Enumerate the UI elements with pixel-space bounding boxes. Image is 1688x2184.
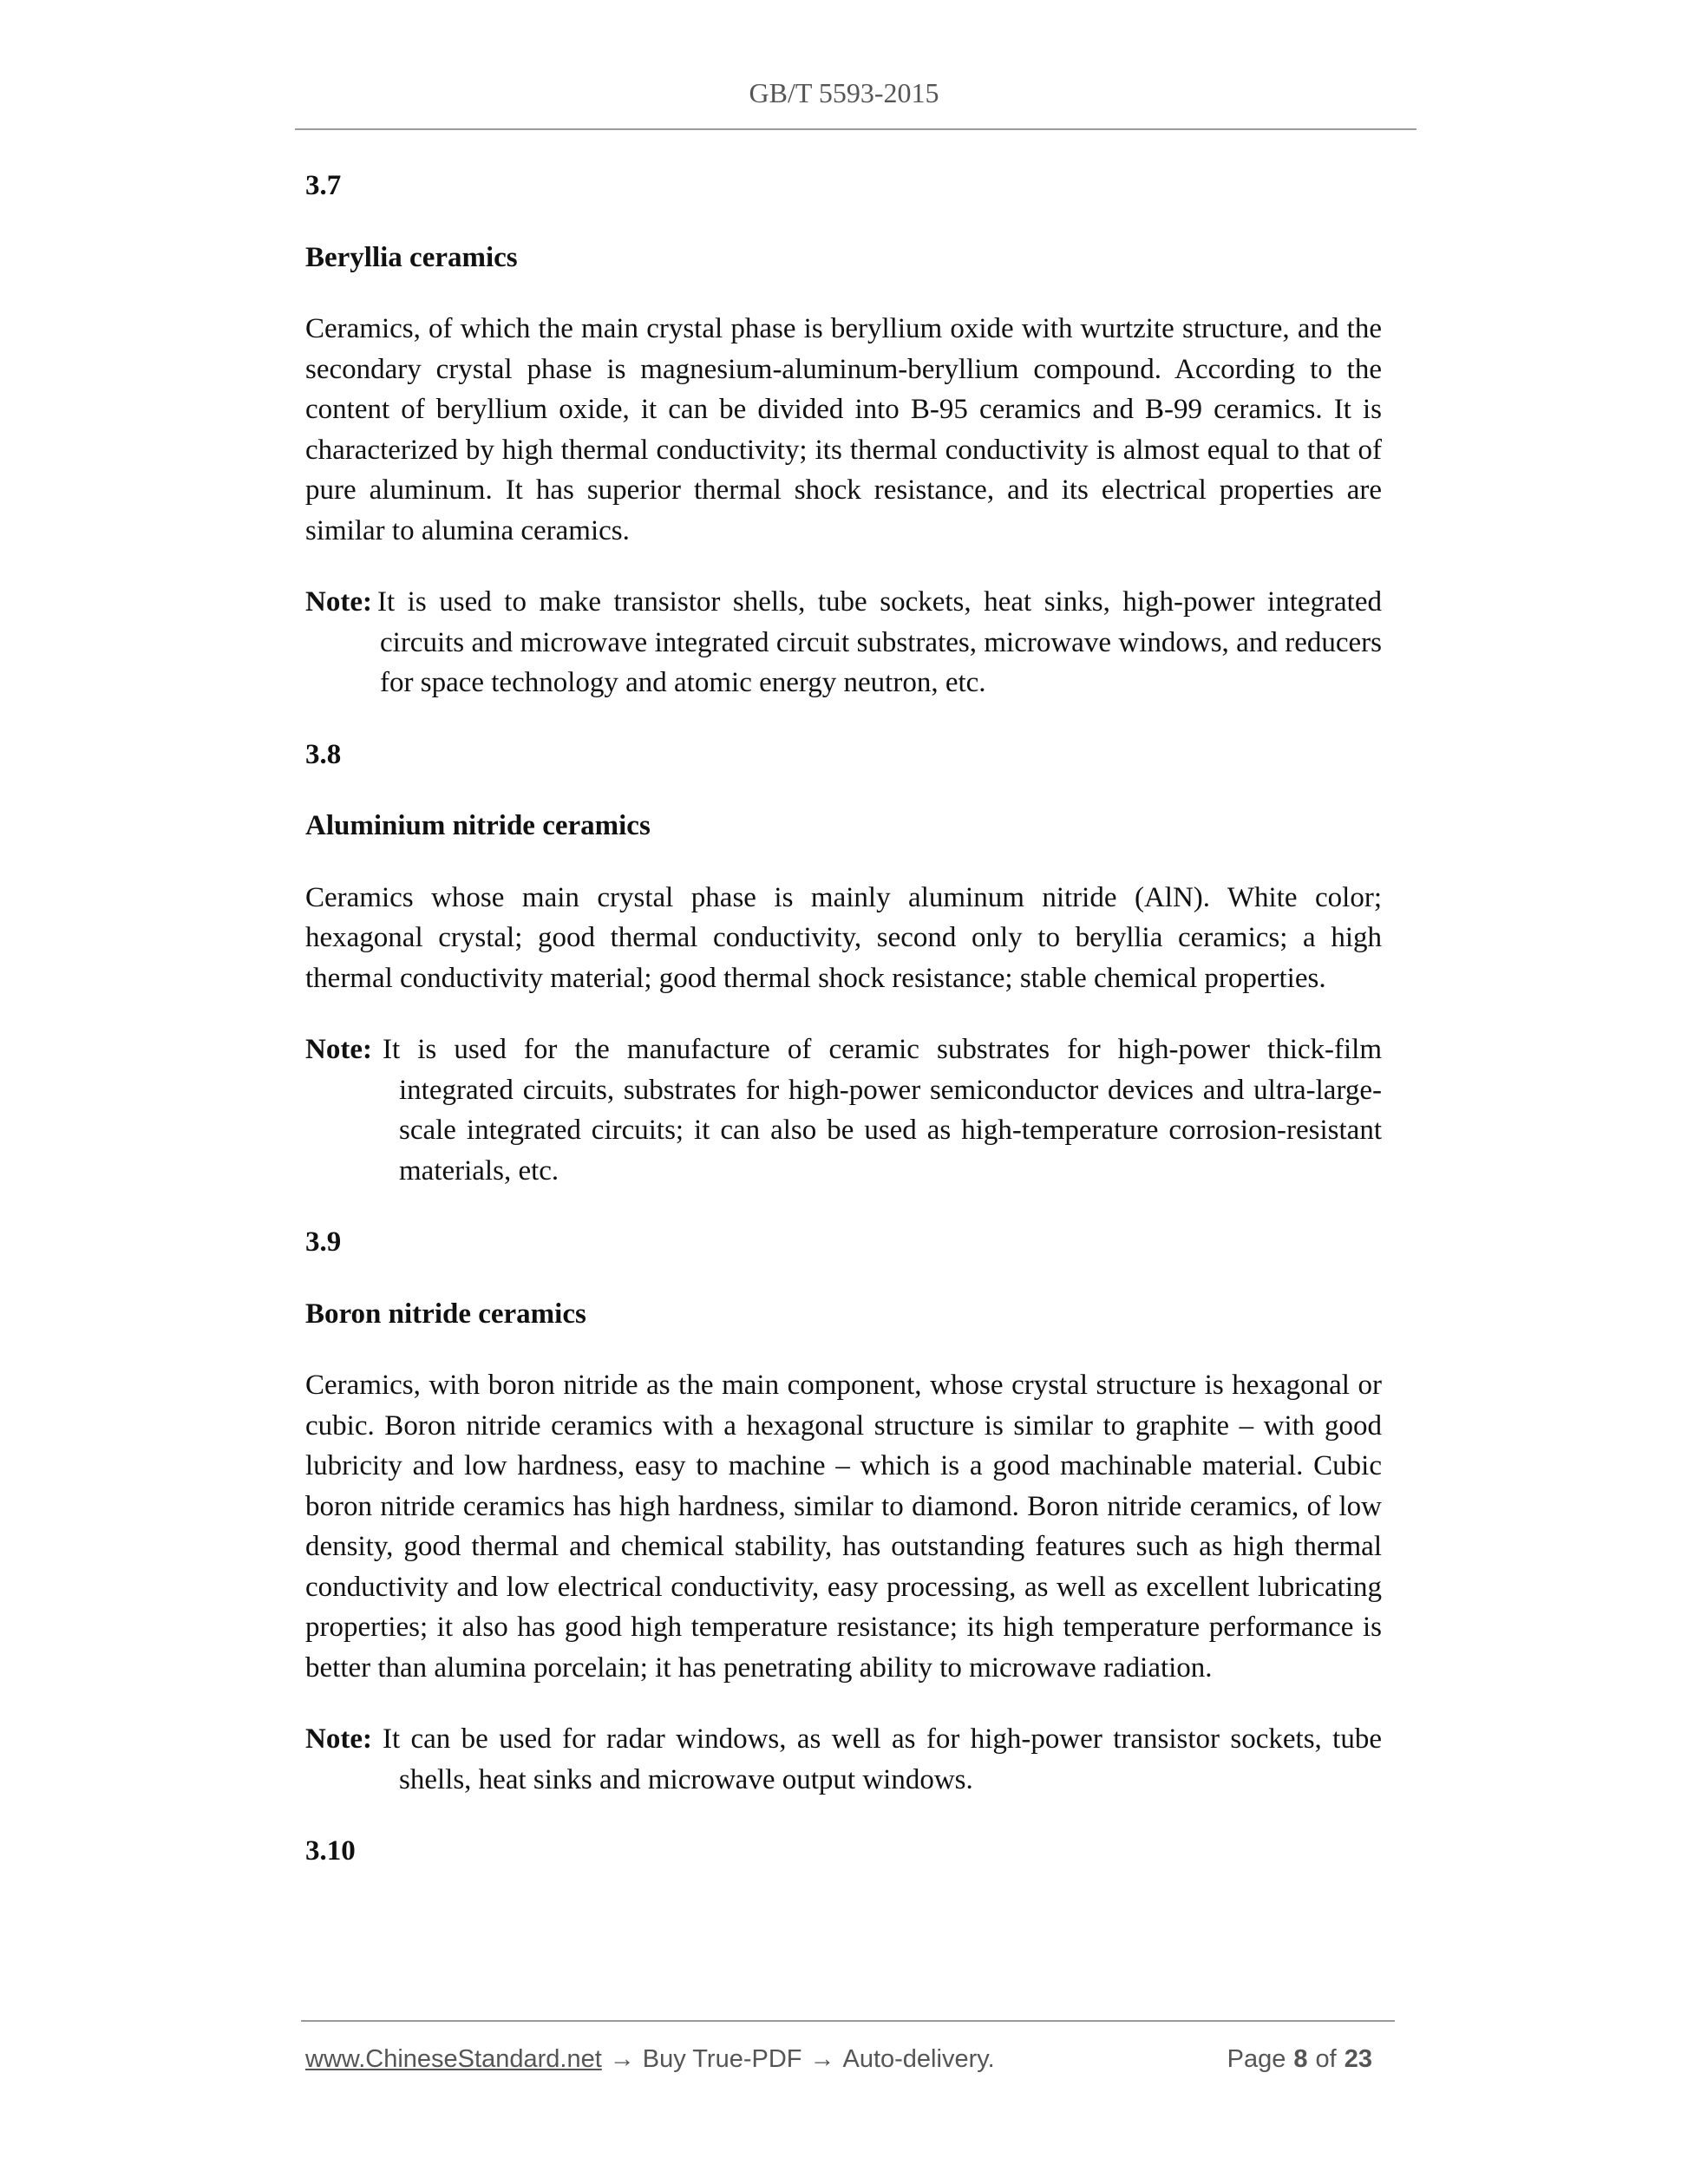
document-body bbox=[305, 166, 1382, 1903]
section-number: 3.10 bbox=[305, 1835, 356, 1867]
auto-delivery-text: Auto-delivery. bbox=[842, 2045, 995, 2073]
arrow-right-icon: → bbox=[609, 2045, 635, 2073]
website-link[interactable]: www.ChineseStandard.net bbox=[305, 2045, 602, 2073]
term-definition: Ceramics whose main crystal phase is mainly aluminum nitride (AlN). White color; hexagonal crystal; good thermal conductivity, second only to beryllia ceramics; a high thermal conductivity material; good thermal shock resistance; stable chemical properties. bbox=[305, 881, 1382, 994]
term-definition: Ceramics, of which the main crystal phase is beryllium oxide with wurtzite structure, and the secondary crystal phase is magnesium-aluminum-beryllium compound. According to the content of beryllium oxide, it can be divided into B-95 ceramics and B-99 ceramics. It is characterized by high thermal conductivity; its thermal conductivity is almost equal to that of pure aluminum. It has superior thermal shock resistance, and its electrical properties are similar to alumina ceramics. bbox=[305, 313, 1382, 546]
page-of-label: of bbox=[1315, 2045, 1337, 2073]
term-note bbox=[305, 582, 1382, 703]
note-label: Note: bbox=[305, 1034, 372, 1065]
section-number: 3.8 bbox=[305, 738, 342, 770]
note-label: Note: bbox=[305, 586, 372, 618]
term-definition: Ceramics, with boron nitride as the main component, whose crystal structure is hexagonal or cubic. Boron nitride ceramics with a hexagonal structure is similar to graphite – with good lubricity and low hardness, easy to machine – which is a good machinable material. Cubic boron nitride ceramics has high hardness, similar to diamond. Boron nitride ceramics, of low density, good thermal and chemical stability, has outstanding features such as high thermal conductivity and low electrical conductivity, easy processing, as well as excellent lubricating properties; it also has good high temperature resistance; its high temperature performance is better than alumina porcelain; it has penetrating ability to microwave radiation. bbox=[305, 1370, 1382, 1684]
term-title: Boron nitride ceramics bbox=[305, 1298, 586, 1330]
current-page-number: 8 bbox=[1293, 2045, 1308, 2073]
term-title: Aluminium nitride ceramics bbox=[305, 810, 651, 841]
term-note bbox=[305, 1719, 1382, 1800]
page-label: Page bbox=[1227, 2045, 1286, 2073]
buy-true-pdf-text: Buy True-PDF bbox=[642, 2045, 802, 2073]
section-number: 3.7 bbox=[305, 170, 342, 201]
note-text: It can be used for radar windows, as well as for high-power transistor sockets, tube shells, heat sinks and microwave output windows. bbox=[382, 1723, 1382, 1795]
term-title: Beryllia ceramics bbox=[305, 241, 518, 273]
page-indicator bbox=[1227, 2042, 1372, 2076]
header-divider bbox=[295, 128, 1416, 130]
footer-promo bbox=[305, 2042, 995, 2076]
note-text: It is used to make transistor shells, tube sockets, heat sinks, high-power integrated circuits and microwave integrated circuit substrates, microwave windows, and reducers for space technology and atomic energy neutron, etc. bbox=[376, 586, 1382, 698]
note-text: It is used for the manufacture of ceramic substrates for high-power thick-film integrated circuits, substrates for high-power semiconductor devices and ultra-large-scale integrated circuits; it can also be used as high-temperature corrosion-resistant materials, etc. bbox=[382, 1034, 1382, 1187]
arrow-right-icon: → bbox=[809, 2045, 835, 2073]
note-label: Note: bbox=[305, 1723, 372, 1755]
page-footer bbox=[305, 2042, 1372, 2076]
total-pages-number: 23 bbox=[1344, 2045, 1372, 2073]
section-number: 3.9 bbox=[305, 1226, 342, 1258]
term-note bbox=[305, 1030, 1382, 1191]
footer-divider bbox=[301, 2020, 1395, 2022]
page-header-standard-number: GB/T 5593-2015 bbox=[749, 77, 939, 108]
